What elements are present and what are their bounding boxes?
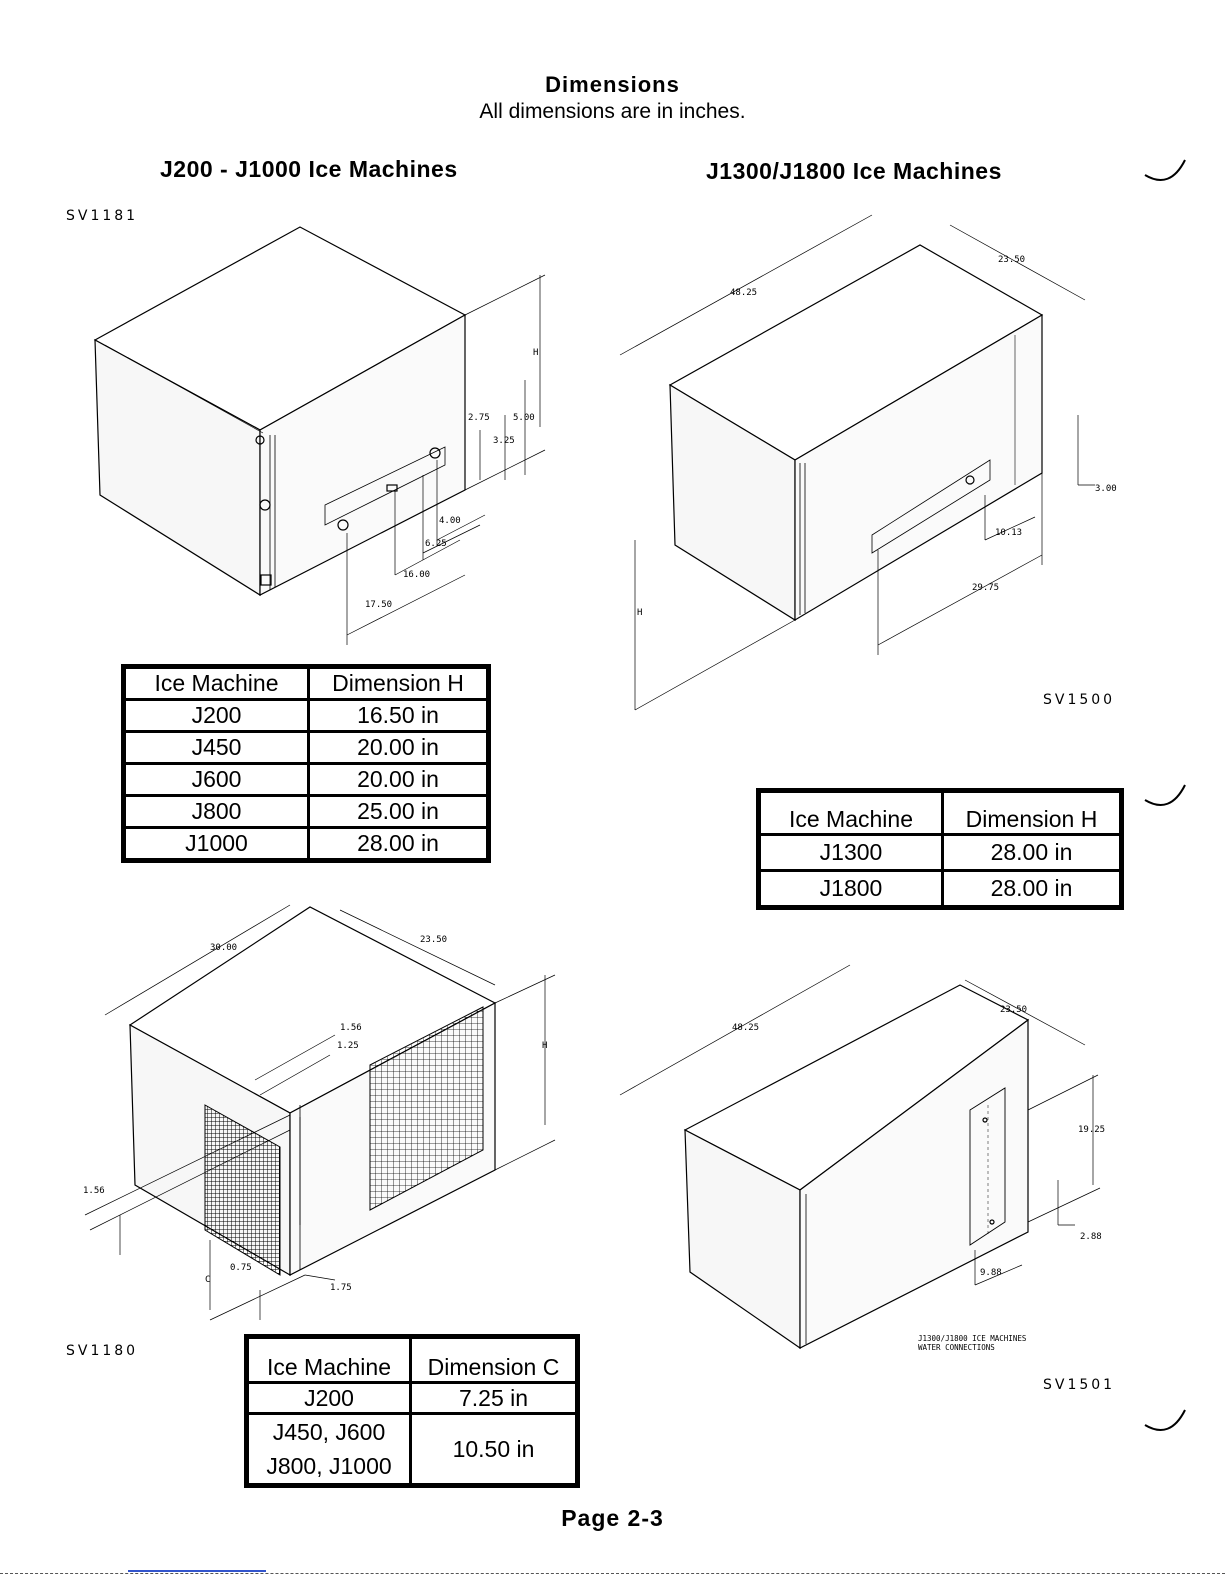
dim-label: 23.50 bbox=[998, 255, 1026, 265]
page-number: Page 2-3 bbox=[561, 1505, 664, 1531]
table-cell-value: 20.00 in bbox=[310, 733, 486, 762]
table-row bbox=[126, 701, 486, 730]
dim-label: 23.50 bbox=[420, 935, 448, 945]
drawing-note: J1300/J1800 ICE MACHINES bbox=[918, 1334, 1027, 1343]
section-title-left: J200 - J1000 Ice Machines bbox=[160, 156, 458, 182]
table-header-cell: Ice Machine bbox=[126, 669, 307, 698]
table-header-cell: Dimension H bbox=[944, 793, 1119, 833]
dimension-h-table-j1300-j1800 bbox=[756, 788, 1124, 910]
dim-label: 9.88 bbox=[980, 1268, 1002, 1278]
margin-tick-mark bbox=[1140, 150, 1190, 195]
dim-label: 29.75 bbox=[972, 583, 1000, 593]
dim-label: 4.00 bbox=[439, 516, 461, 526]
table-cell-value: 28.00 in bbox=[944, 872, 1119, 905]
model-line: J450, J600 bbox=[272, 1419, 386, 1445]
table-row bbox=[761, 872, 1119, 905]
table-cell-value: 7.25 in bbox=[412, 1384, 575, 1412]
dim-label: 5.00 bbox=[513, 413, 535, 423]
table-header-row bbox=[761, 793, 1119, 833]
section-title-right: J1300/J1800 Ice Machines bbox=[706, 158, 1002, 184]
table-row bbox=[126, 797, 486, 826]
dim-label: 48.25 bbox=[732, 1023, 760, 1033]
table-row bbox=[126, 733, 486, 762]
table-row bbox=[126, 765, 486, 794]
dim-label: 1.25 bbox=[337, 1041, 359, 1051]
table-cell-model: J450 bbox=[126, 733, 307, 762]
table-cell-model: J200 bbox=[249, 1384, 409, 1412]
figure-label-sv1501: SV1501 bbox=[1043, 1377, 1116, 1393]
page-title: Dimensions bbox=[545, 72, 680, 97]
figure-label-sv1180: SV1180 bbox=[66, 1343, 139, 1359]
table-cell-value: 28.00 in bbox=[310, 829, 486, 858]
table-row bbox=[761, 836, 1119, 869]
margin-tick-mark bbox=[1140, 1400, 1190, 1445]
dim-label: 30.00 bbox=[210, 943, 238, 953]
table-header-row bbox=[249, 1339, 575, 1381]
table-cell-model bbox=[249, 1415, 409, 1483]
table-cell-value: 10.50 in bbox=[412, 1415, 575, 1483]
table-row bbox=[126, 829, 486, 858]
table-header-cell: Ice Machine bbox=[249, 1339, 409, 1381]
dimension-h-table-j200-j1000 bbox=[121, 664, 491, 863]
drawing-note: WATER CONNECTIONS bbox=[918, 1343, 995, 1352]
table-cell-model: J600 bbox=[126, 765, 307, 794]
dim-label: 1.56 bbox=[340, 1023, 362, 1033]
dim-label: 1.75 bbox=[330, 1283, 352, 1293]
table-cell-value: 20.00 in bbox=[310, 765, 486, 794]
dim-label: 2.88 bbox=[1080, 1232, 1102, 1242]
table-cell-model: J800 bbox=[126, 797, 307, 826]
dim-label: 10.13 bbox=[995, 528, 1023, 538]
table-header-cell: Ice Machine bbox=[761, 793, 941, 833]
table-cell-value: 28.00 in bbox=[944, 836, 1119, 869]
dim-label: 23.50 bbox=[1000, 1005, 1028, 1015]
footer-divider bbox=[0, 1573, 1225, 1574]
footer-link-underline bbox=[128, 1570, 266, 1572]
drawing-j1300-j1800-rear-connections bbox=[610, 205, 1130, 715]
dim-label: 2.75 bbox=[468, 413, 490, 423]
drawing-j1300-j1800-water-connections bbox=[610, 960, 1130, 1360]
table-header-row bbox=[126, 669, 486, 698]
table-header-cell: Dimension C bbox=[412, 1339, 575, 1381]
dim-label: H bbox=[637, 608, 643, 618]
dim-label: C bbox=[205, 1275, 211, 1285]
table-row bbox=[249, 1415, 575, 1483]
drawing-j200-j1000-rear-connections bbox=[85, 215, 565, 655]
dim-label: H bbox=[533, 348, 539, 358]
table-cell-value: 16.50 in bbox=[310, 701, 486, 730]
table-header-cell: Dimension H bbox=[310, 669, 486, 698]
figure-label-sv1181: SV1181 bbox=[66, 208, 139, 224]
dim-label: 17.50 bbox=[365, 600, 393, 610]
table-cell-model: J1300 bbox=[761, 836, 941, 869]
dim-label: 0.75 bbox=[230, 1263, 252, 1273]
dimension-c-table bbox=[244, 1334, 580, 1488]
page-subtitle: All dimensions are in inches. bbox=[479, 100, 746, 123]
table-cell-model: J1800 bbox=[761, 872, 941, 905]
dim-label: 48.25 bbox=[730, 288, 758, 298]
figure-label-sv1500: SV1500 bbox=[1043, 692, 1116, 708]
dim-label: 1.56 bbox=[83, 1186, 105, 1196]
dim-label: 6.25 bbox=[425, 539, 447, 549]
table-cell-value: 25.00 in bbox=[310, 797, 486, 826]
margin-tick-mark bbox=[1140, 775, 1190, 820]
table-cell-model: J1000 bbox=[126, 829, 307, 858]
model-line: J800, J1000 bbox=[266, 1453, 392, 1479]
dim-label: 3.25 bbox=[493, 436, 515, 446]
dim-label: H bbox=[542, 1041, 548, 1051]
dim-label: 3.00 bbox=[1095, 484, 1117, 494]
dim-label: 19.25 bbox=[1078, 1125, 1106, 1135]
dim-label: 16.00 bbox=[403, 570, 431, 580]
table-cell-model: J200 bbox=[126, 701, 307, 730]
drawing-j200-j1000-front-air-vents bbox=[75, 885, 570, 1335]
table-row bbox=[249, 1384, 575, 1412]
